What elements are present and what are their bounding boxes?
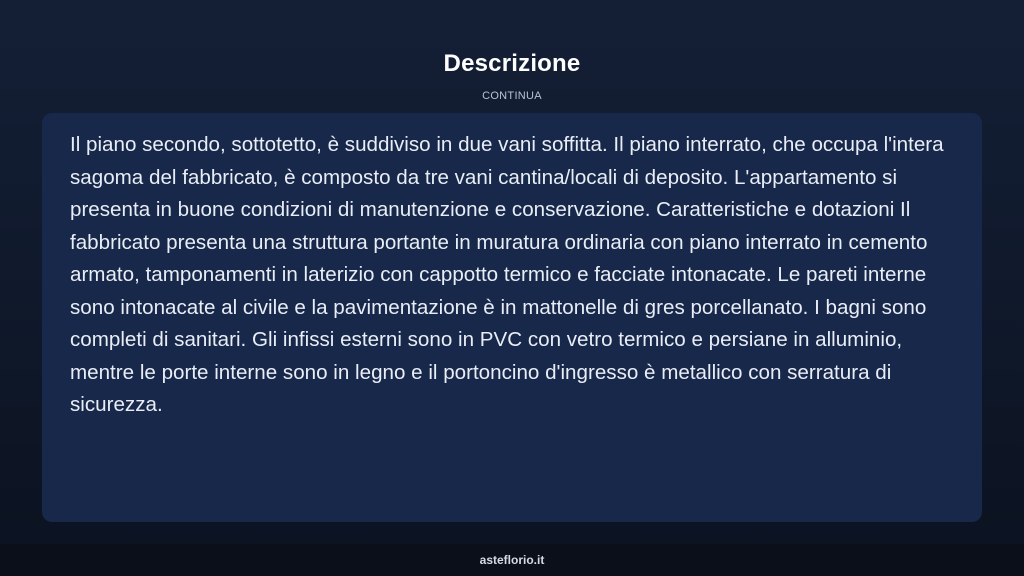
page-title: Descrizione: [443, 50, 581, 77]
footer-site-name: asteflorio.it: [479, 553, 545, 567]
continua-label: CONTINUA: [482, 90, 542, 102]
description-card: [42, 113, 982, 522]
description-text: Il piano secondo, sottotetto, è suddiviso in due vani soffitta. Il piano interrato, che occupa l'intera sagoma del fabbricato, è composto da tre vani cantina/locali di deposito. L'appartamento si presenta in buone condizioni di manutenzione e conservazione. Caratteristiche e dotazioni Il fabbricato presenta una struttura portante in muratura ordinaria con piano interrato in cemento armato, tamponamenti in laterizio con cappotto termico e facciate intonacate. Le pareti interne sono intonacate al civile e la pavimentazione è in mattonelle di gres porcellanato. I bagni sono completi di sanitari. Gli infissi esterni sono in PVC con vetro termico e persiane in alluminio, mentre le porte interne sono in legno e il portoncino d'ingresso è metallico con serratura di sicurezza.: [70, 133, 944, 416]
footer: [0, 544, 1024, 576]
